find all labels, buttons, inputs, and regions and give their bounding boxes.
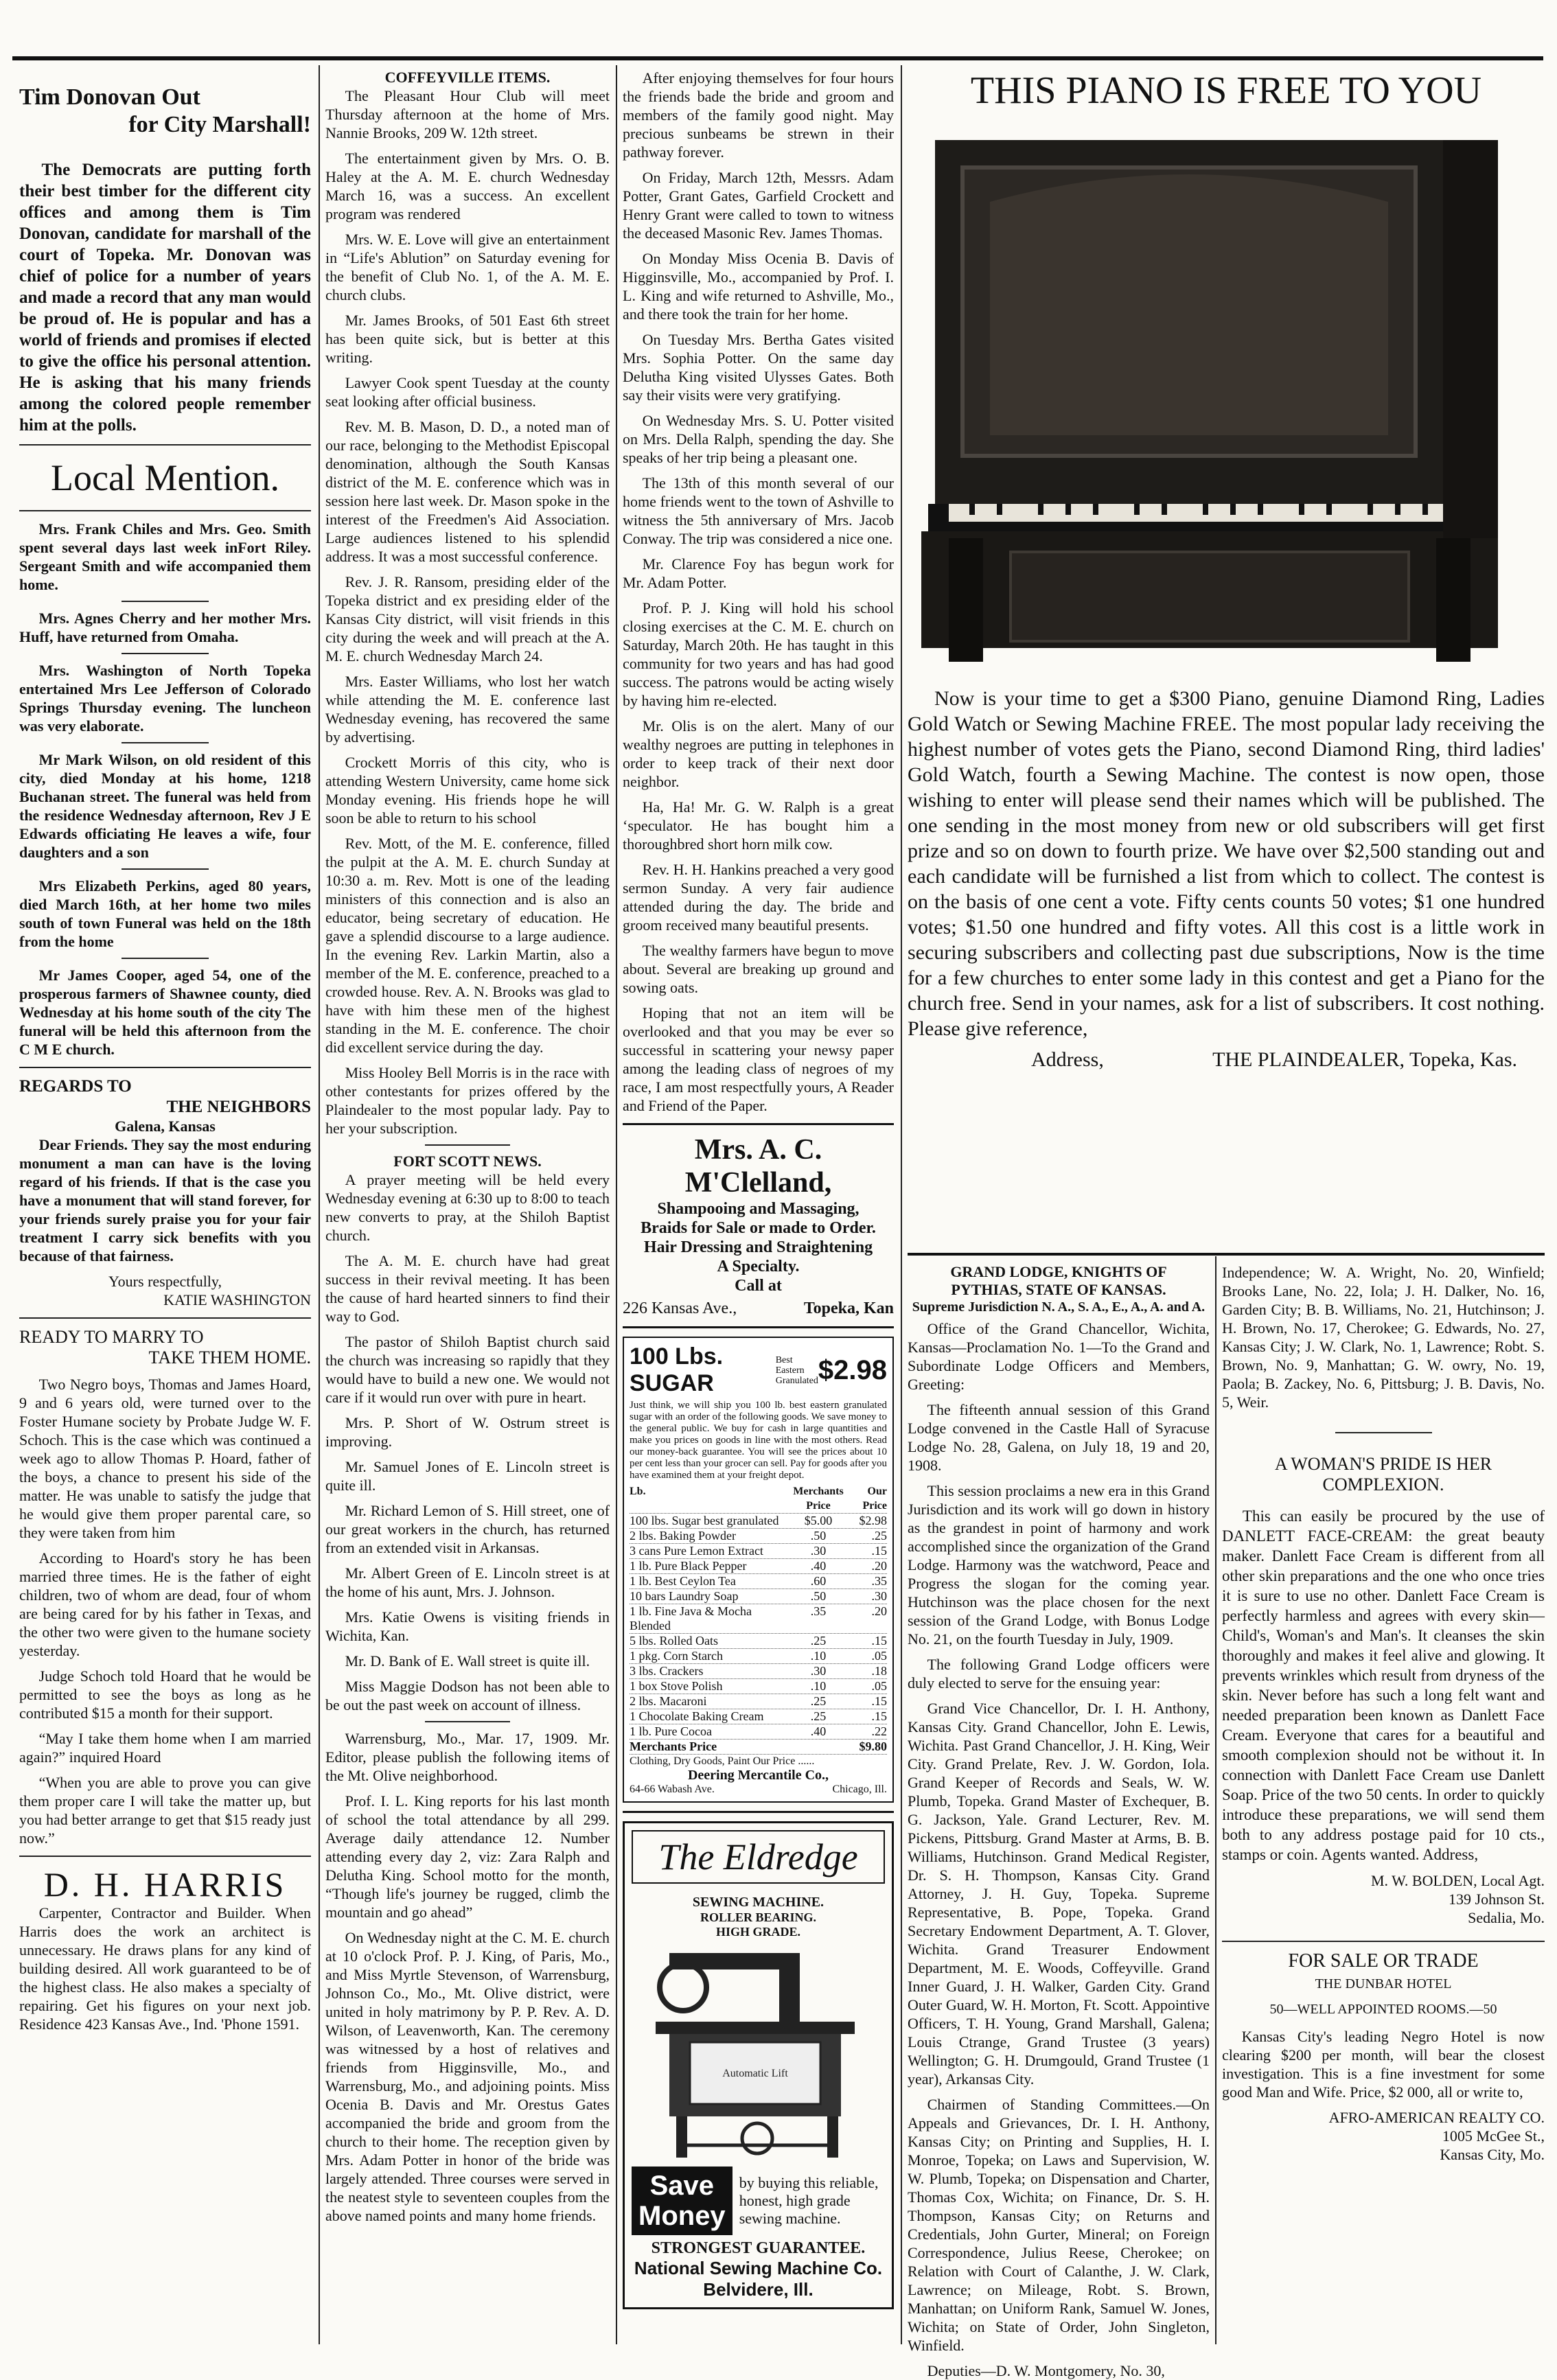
sugar-item: 1 lb. Pure Black Pepper [630,1559,747,1573]
pride-title: A WOMAN'S PRIDE IS HER [1274,1454,1492,1474]
piano-body: Now is your time to get a $300 Piano, genuine Diamond Ring, Ladies Gold Watch or Sewing Machine FREE. The most popular lady receiving the highest number of votes gets the Piano, second Diamond Ring, third ladies' Gold Watch, fourth a Sewing Machine. The contest is now open, those wishing to enter will please send their names which will be published. The one sending in the most money from new or old subscribers will get first prize and so on down to fourth prize. We have over $2,500 standing out and each candidate will be furnished a list from which to collect. The contest is on the basis of one cent a vote. Fifty cents counts 50 votes; $1 one hundred votes; $1.50 one hundred and fifty votes. All this cost is a little work in securing subscribers and collecting past due subscriptions, Now is the time for a few churches to enter some lady in this contest and get a Piano for the church free. Send in your names, ask for a list of subscribers. It cost nothing. Please give reference, [908,687,1545,1040]
sugar-ad [623,1337,894,1803]
sugar-item: 100 lbs. Sugar best granulated [630,1514,779,1527]
sugar-merchant-price: .10 [810,1649,827,1663]
sugar-col-lb: Lb. [630,1486,646,1497]
coffeyville-title: COFFEYVILLE ITEMS. [384,69,551,86]
sale-addr1: 1005 McGee St., [1442,2127,1545,2145]
column-1 [19,69,311,2348]
column-3 [623,69,894,2348]
sugar-our-price: .25 [871,1529,887,1543]
regards-signature: KATIE WASHINGTON [163,1291,311,1308]
sugar-row [630,1679,887,1694]
marry-subtitle: TAKE THEM HOME. [148,1348,311,1367]
sugar-headline: 100 Lbs. SUGAR [630,1343,724,1396]
paragraph: Mr Mark Wilson, on old resident of this city, died Monday at his home, 1218 Buchanan street. The funeral was held from the residence Wednesday afternoon, Rev J E Edwards officiating He leaves a wife, four daughters and a son [19,751,311,861]
save-word: Save [649,2171,715,2201]
column-4 [908,1263,1210,2379]
sugar-our-price: .15 [871,1544,887,1558]
sugar-our-price: .05 [871,1649,887,1663]
sugar-item: 1 lb. Fine Java & Mocha Blended [630,1604,752,1632]
sugar-our-price: $2.98 [859,1514,887,1527]
divider [623,1811,894,1813]
lodge-jurisdiction: Supreme Jurisdiction N. A., S. A., E., A., A. and A. [912,1299,1206,1315]
pride-addr1: 139 Johnson St. [1449,1891,1545,1908]
paragraph: According to Hoard's story he has been married three times. He is the father of eight children, two of whom are dead, four of whom are being cared for by his father in Texas, and the other two were given to the humane society yesterday. [19,1549,311,1659]
paragraph: Rev. Mott, of the M. E. conference, filled the pulpit at the A. M. E. church Sunday at 10:30 a. m. Rev. Mott is one of the leading ministers of this connection and is also an educator, being secretary of education. He gave a splendid discourse to a large audience. In the evening Rev. Larkin Martin, also a member of the M. E. conference, preached to a crowded house. Rev. A. N. Brooks was glad to have with him these men of the highest standing in the M. E. conference. The choir did excellent service during the day. [325,835,610,1056]
piano-title: THIS PIANO IS FREE TO YOU [970,69,1482,112]
paragraph: Rev. M. B. Mason, D. D., a noted man of our race, belonging to the Methodist Episcopal denomination, although the South Kansas district of the M. E. conference which was in session here last week. Dr. Mason spoke in the interest of the Freedmen's Aid Association. Large audiences listened to his splendid address. It was a most successful conference. [325,418,610,565]
column-2 [325,69,610,2348]
divider [1335,1432,1432,1433]
sugar-our-price: .18 [871,1664,887,1678]
sugar-item: 2 lbs. Baking Powder [630,1529,736,1543]
pride-body: This can easily be procured by the use of DANLETT FACE-CREAM: the great beauty maker. Danlett Face Cream is different from all other skin preparations and the one who once tries it is sure to use no other. Danlett Face Cream is perfectly harmless and agrees with every skin—Child's, Woman's and Man's. It cleanses the skin thoroughly and makes it feel alive and glowing. It prevents wrinkles which result from dryness of the skin. Never before has such a long felt want and needed preparation been known as Danlett Face Cream. Everyone that cares for a beautiful and smooth complexion should not be without it. In connection with Danlett Face Cream use Danlett Soap. Price of the two 50 cents. In order to quickly introduce these preparations, we will send them both to any address postage paid for 10 cts., stamps or coin. Agents wanted. Address, [1222,1507,1545,1863]
national-company: National Sewing Machine Co. [634,2258,883,2278]
paragraph: Two Negro boys, Thomas and James Hoard, 9 and 6 years old, were turned over to the Foster Humane society by Probate Judge W. F. Schoch. This is the case which was continued a week ago to allow Thomas P. Hoard, father of the boys, a chance to present his side of the matter. He was unable to satisfy the judge that he would give them proper parental care, so they were taken from him [19,1376,311,1541]
sugar-address: 64-66 Wabash Ave. [630,1783,715,1795]
paragraph: The entertainment given by Mrs. O. B. Haley at the A. M. E. church Wednesday March 16, was a success. An excellent program was rendered [325,150,610,222]
paragraph: Rev. J. R. Ransom, presiding elder of the Topeka district and ex presiding elder of the Kansas City district, will visit friends in this city during the week and will preach at the A. M. E. church Wednesday March 24. [325,573,610,665]
sale-body: Kansas City's leading Negro Hotel is now clearing $200 per month, will bear the closest investigation. This is a fine investment for some good Man and Wife. Price, $2 000, all or write to, [1222,2028,1545,2101]
paragraph: Grand Vice Chancellor, Dr. I. H. Anthony, Kansas City. Grand Chancellor, John E. Lewis, Wichita. Past Grand Chancellor, J. H. King, Weir City. Grand Prelate, Rev. J. W. Gordon, Iola. Grand Keeper of Records and Seals, W. W. Plumb, Topeka. Grand Master of Exchequer, B. G. Jackson, Yale. Grand Lecturer, Rev. M. Pickens, Pittsburg. Grand Master at Arms, B. B. Williams, Hutchinson. Grand Medical Register, Dr. S. H. Thompson, Kansas City. Grand Attorney, J. H. Guy, Topeka. Supreme Representative, B. Pope, Topeka. Grand Secretary Endowment Department, A. T. Glover, Wichita. Grand Treasurer Endowment Department, M. E. Woods, Coffeyville. Grand Inner Guard, J. H. Walker, Garden City. Grand Outer Guard, W. H. Morton, Ft. Scott. Appointive Officers, T. H. Young, Grand Marshall, Galena; Louis Ctrange, Grand Trustee (3 years) Wellington; G. H. Drumgould, Grand Trustee (1 year), Arkansas City. [908,1700,1210,2088]
sugar-total: $9.80 [859,1740,887,1753]
paragraph: The Pleasant Hour Club will meet Thursday afternoon at the home of Mrs. Nannie Brooks, 209 W. 12th street. [325,87,610,141]
sugar-row [630,1514,887,1529]
column-rule [319,65,320,2344]
sugar-item: 3 lbs. Crackers [630,1664,704,1678]
sugar-merchant-price: .35 [810,1604,827,1618]
paragraph: Prof. I. L. King reports for his last month of school the total attendance by all 299. Average daily attendance 12. Number attending every day 2, viz: Zara Ralph and Delutha King. School motto for the month, “Though life's journey be rugged, climb the mountain and go ahead” [325,1792,610,1921]
piano-illustration [908,119,1545,669]
column-rule [1215,1256,1216,2344]
paragraph: The pastor of Shiloh Baptist church said the church was increasing so rapidly that they would have to build a new one. We would not care if it would run over with pure in heart. [325,1333,610,1406]
paragraph: The wealthy farmers have begun to move about. Several are breaking up ground and sowing oats. [623,942,894,996]
paragraph: “May I take them home when I am married again?” inquired Hoard [19,1730,311,1766]
sugar-address-row [630,1783,887,1796]
regards-place: Galena, Kansas [115,1118,216,1135]
sale-rooms: 50—WELL APPOINTED ROOMS.—50 [1269,2002,1497,2017]
sugar-row [630,1589,887,1604]
pride-agent: M. W. BOLDEN, Local Agt. [1371,1872,1545,1889]
harris-title: D. H. HARRIS [43,1865,287,1904]
divider [623,1123,894,1125]
sugar-our-price: .15 [871,1694,887,1708]
sugar-row [630,1559,887,1574]
money-word: Money [638,2201,726,2231]
divider [19,510,311,511]
sugar-item: 1 pkg. Corn Starch [630,1649,723,1663]
sugar-item: 5 lbs. Rolled Oats [630,1634,718,1648]
paragraph: Mrs. Frank Chiles and Mrs. Geo. Smith spent several days last week inFort Riley. Sergeant Smith and wife accompanied them home. [19,520,311,593]
paragraph: Miss Hooley Bell Morris is in the race with other contestants for prizes offered by the Plaindealer to the most popular lady. Pay to her your subscription. [325,1064,610,1137]
divider [122,742,209,743]
local-mention-list [19,520,311,1059]
divider [425,1721,510,1722]
sugar-item: 3 cans Pure Lemon Extract [630,1544,763,1558]
fortscott-title: FORT SCOTT NEWS. [393,1153,542,1170]
paragraph: Mr James Cooper, aged 54, one of the prosperous farmers of Shawnee county, died Wednesday at his home south of the city The funeral will be held this afternoon from the C M E church. [19,967,311,1058]
warrensburg-continued [623,69,894,1115]
paragraph: The following Grand Lodge officers were duly elected to serve for the ensuing year: [908,1656,1210,1691]
divider [122,958,209,959]
local-mention-title: Local Mention. [51,457,279,498]
mcclelland-address: 226 Kansas Ave., [623,1299,737,1317]
sugar-grade: Best Eastern Granulated [775,1354,818,1386]
mcclelland-service-line: Braids for Sale or made to Order. [641,1219,876,1237]
paragraph: On Tuesday Mrs. Bertha Gates visited Mrs. Sophia Potter. On the same day Delutha King visited Ulysses Gates. Both say their visits were very gratifying. [623,331,894,404]
sugar-item: 1 lb. Pure Cocoa [630,1724,712,1738]
sugar-our-price: .35 [871,1574,887,1588]
sugar-footer-1: Clothing, Dry Goods, Paint Our Price ...... [630,1755,815,1767]
paragraph: Mrs. Agnes Cherry and her mother Mrs. Huff, have returned from Omaha. [19,610,311,645]
strongest-guarantee: STRONGEST GUARANTEE. [651,2239,866,2257]
paragraph: Mrs. Katie Owens is visiting friends in Wichita, Kan. [325,1608,610,1644]
paragraph: On Wednesday night at the C. M. E. church at 10 o'clock Prof. P. J. King, of Paris, Mo., and Miss Myrtle Stevenson, of Warrensburg, Johnson Co., Mo., Mt. Olive district, were united in holy matrimony by P. P. Rev. A. D. Wilson, of Leavenworth, Kan. The ceremony was witnessed by a host of relatives and friends from Higginsville, Mo., and Warrensburg, Mo., and adjoining points. Miss Ocenia B. Davis and Mr. Orestus Gates accompanied the bride and groom from the church to their home. The reception given by Mrs. Adam Potter in honor of the bride was largely attended. Three courses were served in the neatest style to seventeen couples from the above named points and many home friends. [325,1929,610,2224]
paragraph: Hoping that not an item will be overlooked and that you may be ever so successful in scattering your newsy paper among the leading class of negroes of my race, I am most respectfully yours, A Reader and Friend of the Paper. [623,1004,894,1114]
paragraph: Rev. H. H. Hankins preached a very good sermon Sunday. A very fair audience attended during the day. The bride and groom received many beautiful presents. [623,861,894,934]
donovan-article: The Democrats are putting forth their best timber for the different city offices and among them is Tim Donovan, candidate for marshall of the court of Topeka. Mr. Donovan was chief of police for a number of years and made a record that any man would be proud of. He is popular and has a world of friends and promises if elected to give the office his personal attention. He is asking that his many friends among the colored people remember him at the polls. [19,161,311,435]
sugar-merchant-price: .50 [810,1589,827,1603]
paragraph: Mr. D. Bank of E. Wall street is quite ill. [345,1652,590,1670]
sugar-row [630,1634,887,1649]
donovan-title: Tim Donovan Out [19,84,200,110]
sugar-merchant-price: $5.00 [804,1514,833,1527]
marry-title: READY TO MARRY TO [19,1327,204,1347]
piano-address-row [908,1048,1545,1072]
sugar-merchant-price: .50 [810,1529,827,1543]
paragraph: Mrs. P. Short of W. Ostrum street is improving. [325,1414,610,1450]
sugar-table [630,1514,887,1740]
divider [122,601,209,602]
marry-article [19,1375,311,1847]
sugar-total-row [630,1740,887,1755]
mcclelland-service-line: Call at [735,1277,782,1295]
sugar-merchant-price: .30 [810,1544,827,1558]
sugar-merchant-price: .25 [810,1634,827,1648]
paragraph: Chairmen of Standing Committees.—On Appeals and Grievances, Dr. I. H. Anthony, Kansas City; on Printing and Supplies, H. I. Monroe, Topeka; on Laws and Supervision, W. W. Plumb, Topeka; on Dispensation and Charter, Thomas Cox, Wichita; on Finance, Dr. S. H. Thompson, Kansas City; on Returns and Credentials, John Gurter, Mineral; on Foreign Correspondence, Julius Reese, Cherokee; on Relation with Court of Calanthe, J. W. Clark, Lawrence; on Mileage, Robt. S. Brown, Manhattan; on Uniform Rank, Samuel W. Jones, Wichita; on State of Order, John Singleton, Winfield. [908,2096,1210,2354]
sugar-merchant-price: .60 [810,1574,827,1588]
mcclelland-title: Mrs. A. C. M'Clelland, [684,1134,832,1199]
divider [19,1067,311,1068]
divider [425,1144,510,1146]
donovan-subtitle: for City Marshall! [128,112,311,137]
save-text: by buying this reliable, honest, high grade sewing machine. [739,2174,879,2227]
sale-subtitle: THE DUNBAR HOTEL [1315,1976,1452,1991]
paragraph: “When you are able to prove you can give them proper care I will take the matter up, but you had better arrange to get that $15 ready just now.” [19,1774,311,1847]
paragraph: Mrs. Washington of North Topeka entertained Mrs Lee Jefferson of Colorado Springs Thursday evening. The luncheon was very elaborate. [19,662,311,735]
sugar-item: 1 Chocolate Baking Cream [630,1709,764,1723]
sugar-item: 1 box Stove Polish [630,1679,723,1693]
sale-addr2: Kansas City, Mo. [1440,2146,1545,2163]
sugar-our-price: .22 [871,1724,887,1738]
sugar-col-merchant: Merchants Price [793,1486,844,1512]
column-5 [1222,1263,1545,2348]
paragraph: Miss Maggie Dodson has not been able to be out the past week on account of illness. [325,1678,610,1713]
lodge-deputies: Independence; W. A. Wright, No. 20, Winfield; Brooks Lane, No. 22, Iola; J. H. Dalker, No. 16, Garden City; B. B. Williams, No. 21, Hutchinson; J. H. Brown, No. 17, Cherokee; G. Edwards, No. 27, Kansas City; J. W. Clark, No. 1, Lawrence; Robt. S. Brown, No. 9, Manhattan; G. W. owry, No. 19, Paola; B. Zackey, No. 6, Pittsburg; J. B. Davis, No. 5, Weir. [1222,1264,1545,1411]
sugar-item: 10 bars Laundry Soap [630,1589,739,1603]
sugar-row [630,1574,887,1589]
column-rule [901,65,902,2344]
paragraph: Ha, Ha! Mr. G. W. Ralph is a great ‘speculator. He has bought him a thoroughbred short horn milk cow. [623,798,894,853]
paragraph: Office of the Grand Chancellor, Wichita, Kansas—Proclamation No. 1—To the Grand and Subordinate Lodge Officers and Members, Greeting: [908,1320,1210,1393]
harris-ad: Carpenter, Contractor and Builder. When Harris does the work an architect is unnecessary. He draws plans for any kind of building desired. All work guaranteed to be of the highest class. He also makes a specialty of repairing. Get his figures on your next job. Residence 423 Kansas Ave., Ind. 'Phone 1591. [19,1904,311,2033]
save-money-row [632,2167,885,2235]
sugar-row [630,1544,887,1559]
sugar-col-spacer [646,1484,791,1513]
divider [623,1326,894,1328]
sugar-merchant-price: .30 [810,1664,827,1678]
lodge-title: GRAND LODGE, KNIGHTS OF [950,1263,1167,1280]
paragraph: Mr. Clarence Foy has begun work for Mr. Adam Potter. [623,555,894,591]
sugar-row [630,1604,887,1634]
sugar-table-header [630,1484,887,1514]
warrensburg-items [325,1729,610,2225]
sugar-our-price: .05 [871,1679,887,1693]
coffeyville-items [325,86,610,1137]
mcclelland-service-line: A Specialty. [717,1258,800,1275]
sugar-our-price: .15 [871,1634,887,1648]
sugar-company: Deering Mercantile Co., [687,1768,829,1783]
paragraph: Deputies—D. W. Montgomery, No. 30, [927,2362,1165,2379]
sugar-merchant-price: .40 [810,1559,827,1573]
paragraph: The A. M. E. church have had great success in their revival meeting. It has been the cause of hard hearted sinners to find their way to God. [325,1252,610,1325]
sugar-merchant-price: .40 [810,1724,827,1738]
paragraph: Mrs Elizabeth Perkins, aged 80 years, died March 16th, at her home two miles south of town Funeral was held on the 18th from the home [19,877,311,950]
sugar-our-price: .30 [871,1589,887,1603]
paragraph: The fifteenth annual session of this Grand Lodge convened in the Castle Hall of Syracuse Lodge No. 28, Galena, on July 18, 19 and 20, 1908. [908,1401,1210,1474]
sugar-item: 2 lbs. Macaroni [630,1694,707,1708]
regards-title: REGARDS TO [19,1077,132,1096]
column-rule [616,65,617,2344]
sugar-row [630,1649,887,1664]
paragraph: Warrensburg, Mo., Mar. 17, 1909. Mr. Editor, please publish the following items of the Mt. Olive neighborhood. [325,1730,610,1784]
paragraph: Lawyer Cook spent Tuesday at the county seat looking after official business. [325,374,610,410]
paragraph: A prayer meeting will be held every Wednesday evening at 6:30 up to 8:00 to teach new converts to pray, at the Shiloh Baptist church. [325,1171,610,1244]
paragraph: The 13th of this month several of our home friends went to the town of Ashville to witness the 5th anniversary of Mrs. Jacob Conway. The trip was considered a nice one. [623,474,894,547]
divider [19,1317,311,1319]
regards-signoff: Yours respectfully, [108,1273,222,1290]
sugar-row [630,1664,887,1679]
divider [1222,1941,1545,1942]
sugar-city: Chicago, Ill. [832,1783,887,1795]
sugar-our-price: .20 [871,1604,887,1618]
mcclelland-service-line: Shampooing and Massaging, [657,1200,860,1218]
paragraph: Mr. Richard Lemon of S. Hill street, one of our great workers in the church, has returned from an extended visit in Arkansas. [325,1502,610,1556]
mcclelland-services [623,1199,894,1295]
lodge-subtitle: PYTHIAS, STATE OF KANSAS. [951,1281,1166,1298]
regards-subtitle: THE NEIGHBORS [166,1098,311,1116]
divider [19,1856,311,1857]
fortscott-items [325,1170,610,1714]
paragraph: Mr. Olis is on the alert. Many of our wealthy negroes are putting in telephones in order to keep track of their next door neighbor. [623,717,894,790]
paragraph: On Monday Miss Ocenia B. Davis of Higginsville, Mo., accompanied by Prof. I. L. King and wife returned to Ashville, Mo., and there took the train for her home. [623,250,894,323]
paragraph: Mr. Samuel Jones of E. Lincoln street is quite ill. [325,1458,610,1494]
sugar-item: 1 lb. Best Ceylon Tea [630,1574,736,1588]
pride-addr2: Sedalia, Mo. [1468,1909,1545,1926]
eldredge-line1: SEWING MACHINE. [692,1895,824,1910]
eldredge-ad [623,1821,894,2309]
divider [122,653,209,654]
pride-subtitle: COMPLEXION. [1322,1475,1444,1494]
sugar-col-ours: Our Price [862,1486,887,1512]
mcclelland-city: Topeka, Kan [803,1299,894,1317]
paragraph: Crockett Morris of this city, who is attending Western University, came home sick Monday evening. His friends hope he will soon be able to return to his school [325,754,610,827]
sale-company: AFRO-AMERICAN REALTY CO. [1328,2109,1545,2126]
eldredge-line2: ROLLER BEARING. [700,1910,817,1924]
mcclelland-address-row [623,1299,894,1318]
divider [19,444,311,446]
lodge-proclamation [908,1319,1210,2380]
masthead-rule [12,56,1543,60]
save-money-badge [632,2167,733,2235]
belvidere: Belvidere, Ill. [703,2279,814,2300]
sugar-total-label: Merchants Price [630,1740,717,1753]
paragraph: Mr. Albert Green of E. Lincoln street is at the home of his aunt, Mrs. J. Johnson. [325,1564,610,1600]
sugar-merchant-price: .25 [810,1709,827,1723]
piano-address: THE PLAINDEALER, Topeka, Kas. [1212,1048,1517,1071]
sugar-row [630,1724,887,1740]
sugar-header [630,1343,887,1397]
paragraph: This session proclaims a new era in this Grand Jurisdiction and its work will go down in history as the grandest in point of harmony and work accomplished since the organization of the Grand Lodge. Harmony was the watchword, Peace and Progress the slogan for the coming year. Hutchinson was the place chosen for the next session of the Grand Lodge, with Bonus Lodge No. 21, on the fourth Tuesday in July, 1909. [908,1482,1210,1648]
sugar-row [630,1709,887,1724]
paragraph: On Wednesday Mrs. S. U. Potter visited on Mrs. Della Ralph, spending the day. She speaks of her trip being a pleasant one. [623,412,894,466]
eldredge-logo: The Eldredge [632,1830,885,1884]
paragraph: Judge Schoch told Hoard that he would be permitted to see the boys as long as he contributed $15 a month for their support. [19,1667,311,1722]
sugar-text: Just think, we will ship you 100 lb. best eastern granulated sugar with an order of the following goods. We save money to the general public. We buy for cash in large quantities and make you prices on goods in line with the most others. Read our money-back guarantee. You will see the prices about 10 per cent less than your grocer can sell. Pay for goods after you have examined them at your freight depot. [630,1400,887,1481]
sugar-price: $2.98 [818,1354,887,1385]
eldredge-line3: HIGH GRADE. [715,1925,800,1939]
sugar-our-price: .20 [871,1559,887,1573]
sugar-row [630,1694,887,1709]
eldredge-machine-label: Automatic Lift [722,2068,788,2079]
paragraph: After enjoying themselves for four hours the friends bade the bride and groom and members of the family good night. May precious sunbeams be strewn in their pathway forever. [623,69,894,161]
sugar-merchant-price: .25 [810,1694,827,1708]
sugar-our-price: .15 [871,1709,887,1723]
paragraph: On Friday, March 12th, Messrs. Adam Potter, Grant Gates, Garfield Crockett and Henry Grant were called to town to witness the deceased Masonic Rev. James Thomas. [623,169,894,242]
divider [122,868,209,870]
paragraph: Mrs. W. E. Love will give an entertainment in “Life's Ablution” on Saturday evening for the benefit of Club No. 1, of the A. M. E. church clubs. [325,231,610,303]
sale-title: FOR SALE OR TRADE [1288,1950,1479,1972]
sugar-row [630,1529,887,1544]
mcclelland-service-line: Hair Dressing and Straightening [643,1238,873,1256]
paragraph: Mr. James Brooks, of 501 East 6th street has been quite sick, but is better at this writing. [325,312,610,366]
paragraph: Mrs. Easter Williams, who lost her watch while attending the M. E. conference last Wednesday evening, has recovered the same by advertising. [325,673,610,746]
sewing-machine-illustration [642,1939,875,2159]
paragraph: Prof. P. J. King will hold his school closing exercises at the C. M. E. church on Saturday, March 20th. He has taught in this community for two years and has had good success. The patrons would be acting wisely by having him re-elected. [623,599,894,709]
regards-body: Dear Friends. They say the most enduring monument a man can have is the loving regard of his friends. If that is the case you have a monument that will stand forever, for your friends surely praise you for your fair treatment I carry sick benefits with you because of that fairness. [19,1136,311,1264]
piano-bottom-rule [908,1253,1545,1256]
piano-ad [908,69,1545,1249]
sugar-merchant-price: .10 [810,1679,827,1693]
piano-address-label: Address, [1031,1048,1104,1071]
